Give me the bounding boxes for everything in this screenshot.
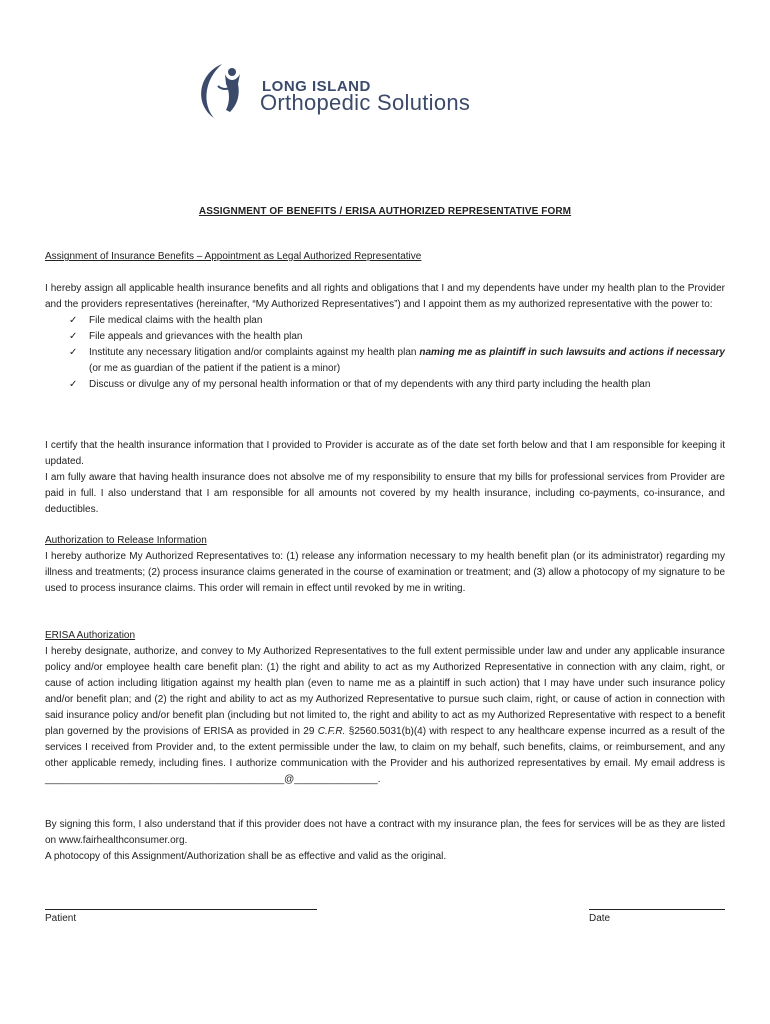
date-label: Date xyxy=(589,913,611,924)
checkmark-icon: ✓ xyxy=(69,347,78,358)
plaintiff-emphasis: naming me as plaintiff in such lawsuits and actions if necessary xyxy=(419,347,725,358)
erisa-section xyxy=(45,628,725,788)
checkmark-icon: ✓ xyxy=(69,315,78,326)
list-item: ✓ Institute any necessary litigation and/or complaints against my health plan naming me as plaintiff in such lawsuits and actions if necessary (or me as guardian of the patient if the patient is a minor) xyxy=(69,347,725,374)
form-title: ASSIGNMENT OF BENEFITS / ERISA AUTHORIZED REPRESENTATIVE FORM xyxy=(198,206,572,217)
checkmark-icon: ✓ xyxy=(69,379,78,390)
erisa-body: I hereby designate, authorize, and convey to My Authorized Representatives to the full extent permissible under law and under any applicable insurance policy and/or employee health care benefit plan: (1) the right and ability to act as my Authorized Representative in connection with any claim, right, or cause of action including litigation against my health plan (even to name me as a plaintiff in such action) that I may have under such insurance policy and/or benefit plan; and (2) the right and ability to act as my Authorized Representative to pursue such claim, right, or cause of action in connection with said insurance policy and/or benefit plan (including but not limited to, the right and ability to act as my Authorized Representative with respect to a benefit plan governed by the provisions of ERISA as provided in 29 C.F.R. §2560.5031(b)(4) with respect to any healthcare expense incurred as a result of the services I received from Provider and, to the extent permissible under the law, to claim on my behalf, such benefits, claims, or reimbursement, and any other applicable remedy, including fines. I authorize communication with the Provider and his authorized representatives by email. My email address is ___________________________________________@_______________. xyxy=(45,646,725,785)
powers-list xyxy=(45,313,725,393)
release-heading: Authorization to Release Information xyxy=(45,535,207,546)
certify-paragraph-2: I am fully aware that having health insurance does not absolve me of my responsibility to ensure that my bills for professional services from Provider are paid in full. I also understand that I am responsible for all amounts not covered by my health insurance, including co-payments, co-insurance, and deductibles. xyxy=(45,472,725,515)
figure-logo-icon xyxy=(192,60,262,122)
release-section xyxy=(45,533,725,597)
list-item: ✓ File medical claims with the health plan xyxy=(69,313,725,329)
closing-section xyxy=(45,817,725,865)
assignment-heading: Assignment of Insurance Benefits – Appointment as Legal Authorized Representative xyxy=(45,251,422,262)
checkmark-icon: ✓ xyxy=(69,331,78,342)
company-logo xyxy=(192,60,552,122)
logo-text-orthopedic-solutions: Orthopedic Solutions xyxy=(260,90,471,115)
date-signature-line[interactable] xyxy=(589,909,725,910)
certify-paragraph-1: I certify that the health insurance information that I provided to Provider is accurate as of the date set forth below and that I am responsible for keeping it updated. xyxy=(45,440,725,467)
certification-section xyxy=(45,438,725,518)
patient-label: Patient xyxy=(45,913,77,924)
release-body: I hereby authorize My Authorized Representatives to: (1) release any information necessary to my health benefit plan (or its administrator) regarding my illness and treatments; (2) process insurance claims generated in the course of examination or treatment; and (3) allow a photocopy of my signature to be used to process insurance claims. This order will remain in effect until revoked by me in writing. xyxy=(45,551,725,594)
logo-text-long-island: LONG ISLAND xyxy=(262,78,371,95)
closing-paragraph-2: A photocopy of this Assignment/Authorization shall be as effective and valid as the original. xyxy=(45,851,447,862)
closing-paragraph-1: By signing this form, I also understand that if this provider does not have a contract with my insurance plan, the fees for services will be as they are listed on www.fairhealthconsumer.org. xyxy=(45,819,725,846)
list-item: ✓ Discuss or divulge any of my personal health information or that of my dependents with any third party including the health plan xyxy=(69,377,725,393)
assignment-section xyxy=(45,249,725,393)
patient-signature-line[interactable] xyxy=(45,909,317,910)
list-item: ✓ File appeals and grievances with the health plan xyxy=(69,329,725,345)
erisa-heading: ERISA Authorization xyxy=(45,630,136,641)
assignment-intro: I hereby assign all applicable health insurance benefits and all rights and obligations that I and my dependents have under my health plan to the Provider and the providers representatives (hereinafter, “My Authorized Representatives”) and I appoint them as my authorized representative with the power to: xyxy=(45,283,725,310)
